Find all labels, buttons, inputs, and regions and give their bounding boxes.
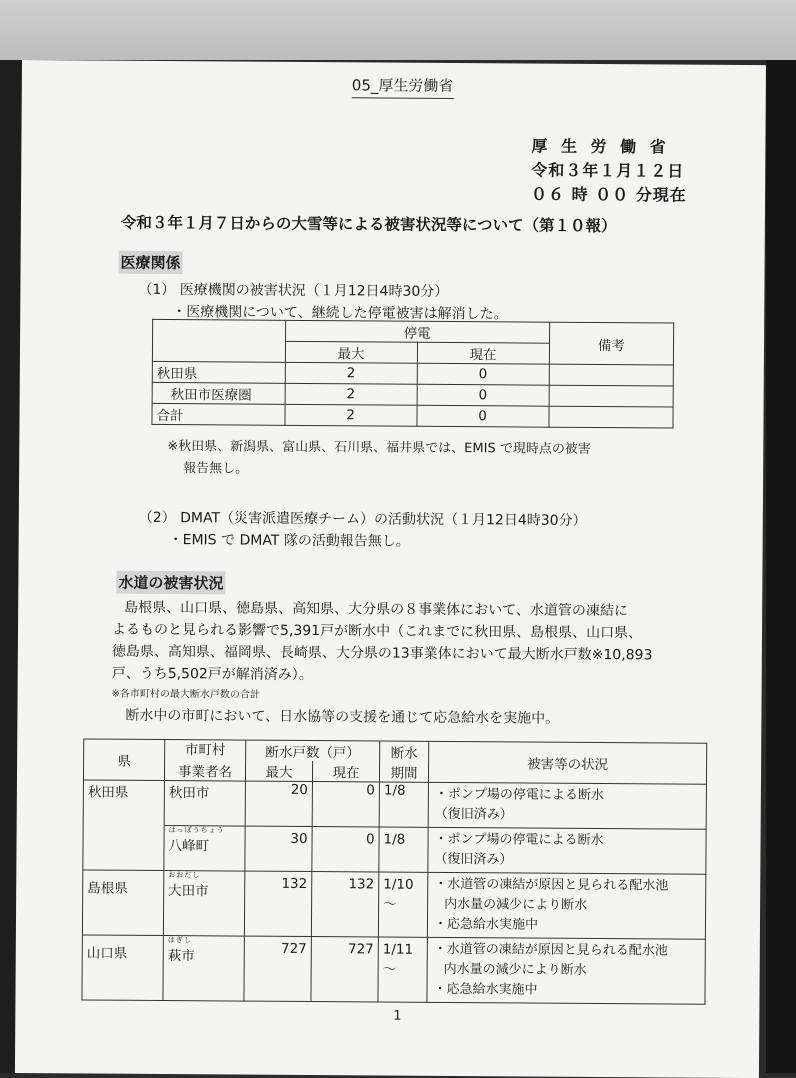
row-status xyxy=(428,827,706,874)
monitor-bezel-top xyxy=(0,0,796,60)
table-row xyxy=(152,382,673,407)
medical-table-blank xyxy=(152,319,285,362)
monitor-bezel-right xyxy=(766,60,796,1073)
issuer: 厚 生 労 働 省 xyxy=(531,136,670,157)
row-max: 2 xyxy=(285,383,417,405)
medical-sub1-note: ・医療機関について、継続した停電被害は解消した。 xyxy=(172,304,508,323)
medical-footnote-1: ※秋田県、新潟県、富山県、石川県、福井県では、EMIS で現時点の被害 xyxy=(167,439,591,457)
row-muni-ruby: はぎし xyxy=(167,936,192,945)
row-muni xyxy=(163,871,244,937)
row-max: 20 xyxy=(245,781,312,826)
water-para-3: 徳島県、高知県、福岡県、長崎県、大分県の13事業体において最大断水戸数※10,893 xyxy=(111,643,653,664)
table-row xyxy=(82,935,705,1004)
table-row xyxy=(83,825,706,874)
water-col-period-2: 期間 xyxy=(379,762,428,783)
row-name: 秋田県 xyxy=(152,361,285,383)
row-current: 0 xyxy=(417,384,549,406)
medical-sub2-note: ・EMIS で DMAT 隊の活動報告無し。 xyxy=(168,532,410,550)
row-status-2: 内水量の減少により断水 xyxy=(444,896,588,913)
row-status-2: （復旧済み） xyxy=(434,806,513,823)
medical-col-max: 最大 xyxy=(285,341,417,363)
row-remarks xyxy=(549,406,674,428)
row-period: 1/10～ xyxy=(378,872,427,937)
report-date: 令和３年１月１２日 xyxy=(531,160,685,181)
row-current: 132 xyxy=(311,872,378,937)
medical-sub2-title: （2） DMAT（災害派遣医療チーム）の活動状況（１月12日4時30分） xyxy=(138,509,587,529)
medical-col-outage: 停電 xyxy=(285,320,549,343)
medical-table xyxy=(151,319,674,429)
row-name: 秋田市医療圏 xyxy=(152,382,285,404)
row-max: 132 xyxy=(244,871,311,936)
water-col-pref: 県 xyxy=(83,739,164,781)
row-remarks xyxy=(549,364,674,386)
medical-col-remarks: 備考 xyxy=(549,322,674,365)
row-muni xyxy=(164,826,245,872)
row-pref: 秋田県 xyxy=(83,780,164,826)
row-muni-ruby: はっぽうちょう xyxy=(168,826,225,835)
document-page xyxy=(15,60,766,1078)
row-muni-ruby xyxy=(169,781,241,782)
row-remarks xyxy=(549,385,674,407)
table-row xyxy=(82,870,705,939)
row-status-2: 内水量の減少により断水 xyxy=(443,961,587,978)
row-pref xyxy=(83,825,164,871)
water-table xyxy=(81,738,707,1004)
water-col-period-1: 断水 xyxy=(380,741,429,762)
row-muni-name: 大田市 xyxy=(168,883,209,900)
row-muni-ruby: おおだし xyxy=(168,871,201,880)
row-pref: 島根県 xyxy=(82,870,163,936)
medical-col-current: 現在 xyxy=(417,342,549,364)
row-status-2: （復旧済み） xyxy=(434,851,513,868)
water-col-max: 最大 xyxy=(245,761,312,782)
medical-heading: 医療関係 xyxy=(119,251,183,274)
row-period: 1/8 xyxy=(379,827,428,872)
row-status-3: ・応急給水実施中 xyxy=(433,916,539,933)
medical-footnote-2: 報告無し。 xyxy=(183,461,249,477)
row-status-1: ・ポンプ場の停電による断水 xyxy=(434,831,604,849)
row-status-1: ・ポンプ場の停電による断水 xyxy=(434,786,604,804)
row-current: 0 xyxy=(312,827,379,872)
report-time: ０６ 時 ００ 分現在 xyxy=(531,184,687,205)
row-current: 0 xyxy=(417,363,549,385)
report-title: 令和３年１月７日からの大雪等による被害状況等について（第１０報） xyxy=(120,213,617,236)
row-status xyxy=(428,782,706,829)
water-para-note: ※各市町村の最大断水戸数の合計 xyxy=(111,688,261,701)
file-title: 05_厚生労働省 xyxy=(352,74,454,99)
row-max: 2 xyxy=(285,404,417,426)
row-muni-name: 八峰町 xyxy=(168,838,210,855)
row-max: 2 xyxy=(285,362,417,384)
row-muni xyxy=(164,781,245,827)
medical-sub1-title: （1） 医療機関の被害状況（１月12日4時30分） xyxy=(138,281,449,300)
row-current: 727 xyxy=(311,937,378,1002)
water-col-muni-1: 市町村 xyxy=(165,740,246,761)
row-period: 1/8 xyxy=(379,782,428,827)
row-max: 30 xyxy=(245,826,312,871)
row-muni-name: 秋田市 xyxy=(168,785,210,802)
water-col-current: 現在 xyxy=(312,761,379,782)
row-current: 0 xyxy=(312,782,379,827)
row-status xyxy=(427,872,705,939)
page-number: 1 xyxy=(393,1008,402,1024)
water-col-status: 被害等の状況 xyxy=(428,741,706,784)
table-row xyxy=(152,403,673,428)
table-row xyxy=(83,780,706,829)
water-heading: 水道の被害状況 xyxy=(116,571,225,595)
water-para-4: 戸、うち5,502戸が解消済み）。 xyxy=(111,665,313,684)
row-muni xyxy=(163,936,244,1002)
row-status-1: ・水道管の凍結が原因と見られる配水池 xyxy=(434,876,669,894)
water-para-1: 島根県、山口県、徳島県、高知県、大分県の８事業体において、水道管の凍結に xyxy=(124,599,628,620)
water-para-2: よるものと見られる影響で5,391戸が断水中（これまでに秋田県、島根県、山口県、 xyxy=(111,621,643,642)
row-status-3: ・応急給水実施中 xyxy=(433,981,538,998)
row-muni-name: 萩市 xyxy=(167,948,195,965)
water-para-5: 断水中の市町において、日水協等の支援を通じて応急給水を実施中。 xyxy=(125,707,560,727)
row-period: 1/11～ xyxy=(378,937,427,1002)
water-col-households: 断水戸数（戸） xyxy=(246,740,380,761)
row-max: 727 xyxy=(244,936,311,1001)
row-status-1: ・水道管の凍結が原因と見られる配水池 xyxy=(433,941,668,959)
row-current: 0 xyxy=(417,405,549,427)
row-status xyxy=(427,937,705,1004)
row-name: 合計 xyxy=(152,403,285,425)
row-pref: 山口県 xyxy=(82,935,163,1001)
water-col-muni-2: 事業者名 xyxy=(164,760,245,781)
